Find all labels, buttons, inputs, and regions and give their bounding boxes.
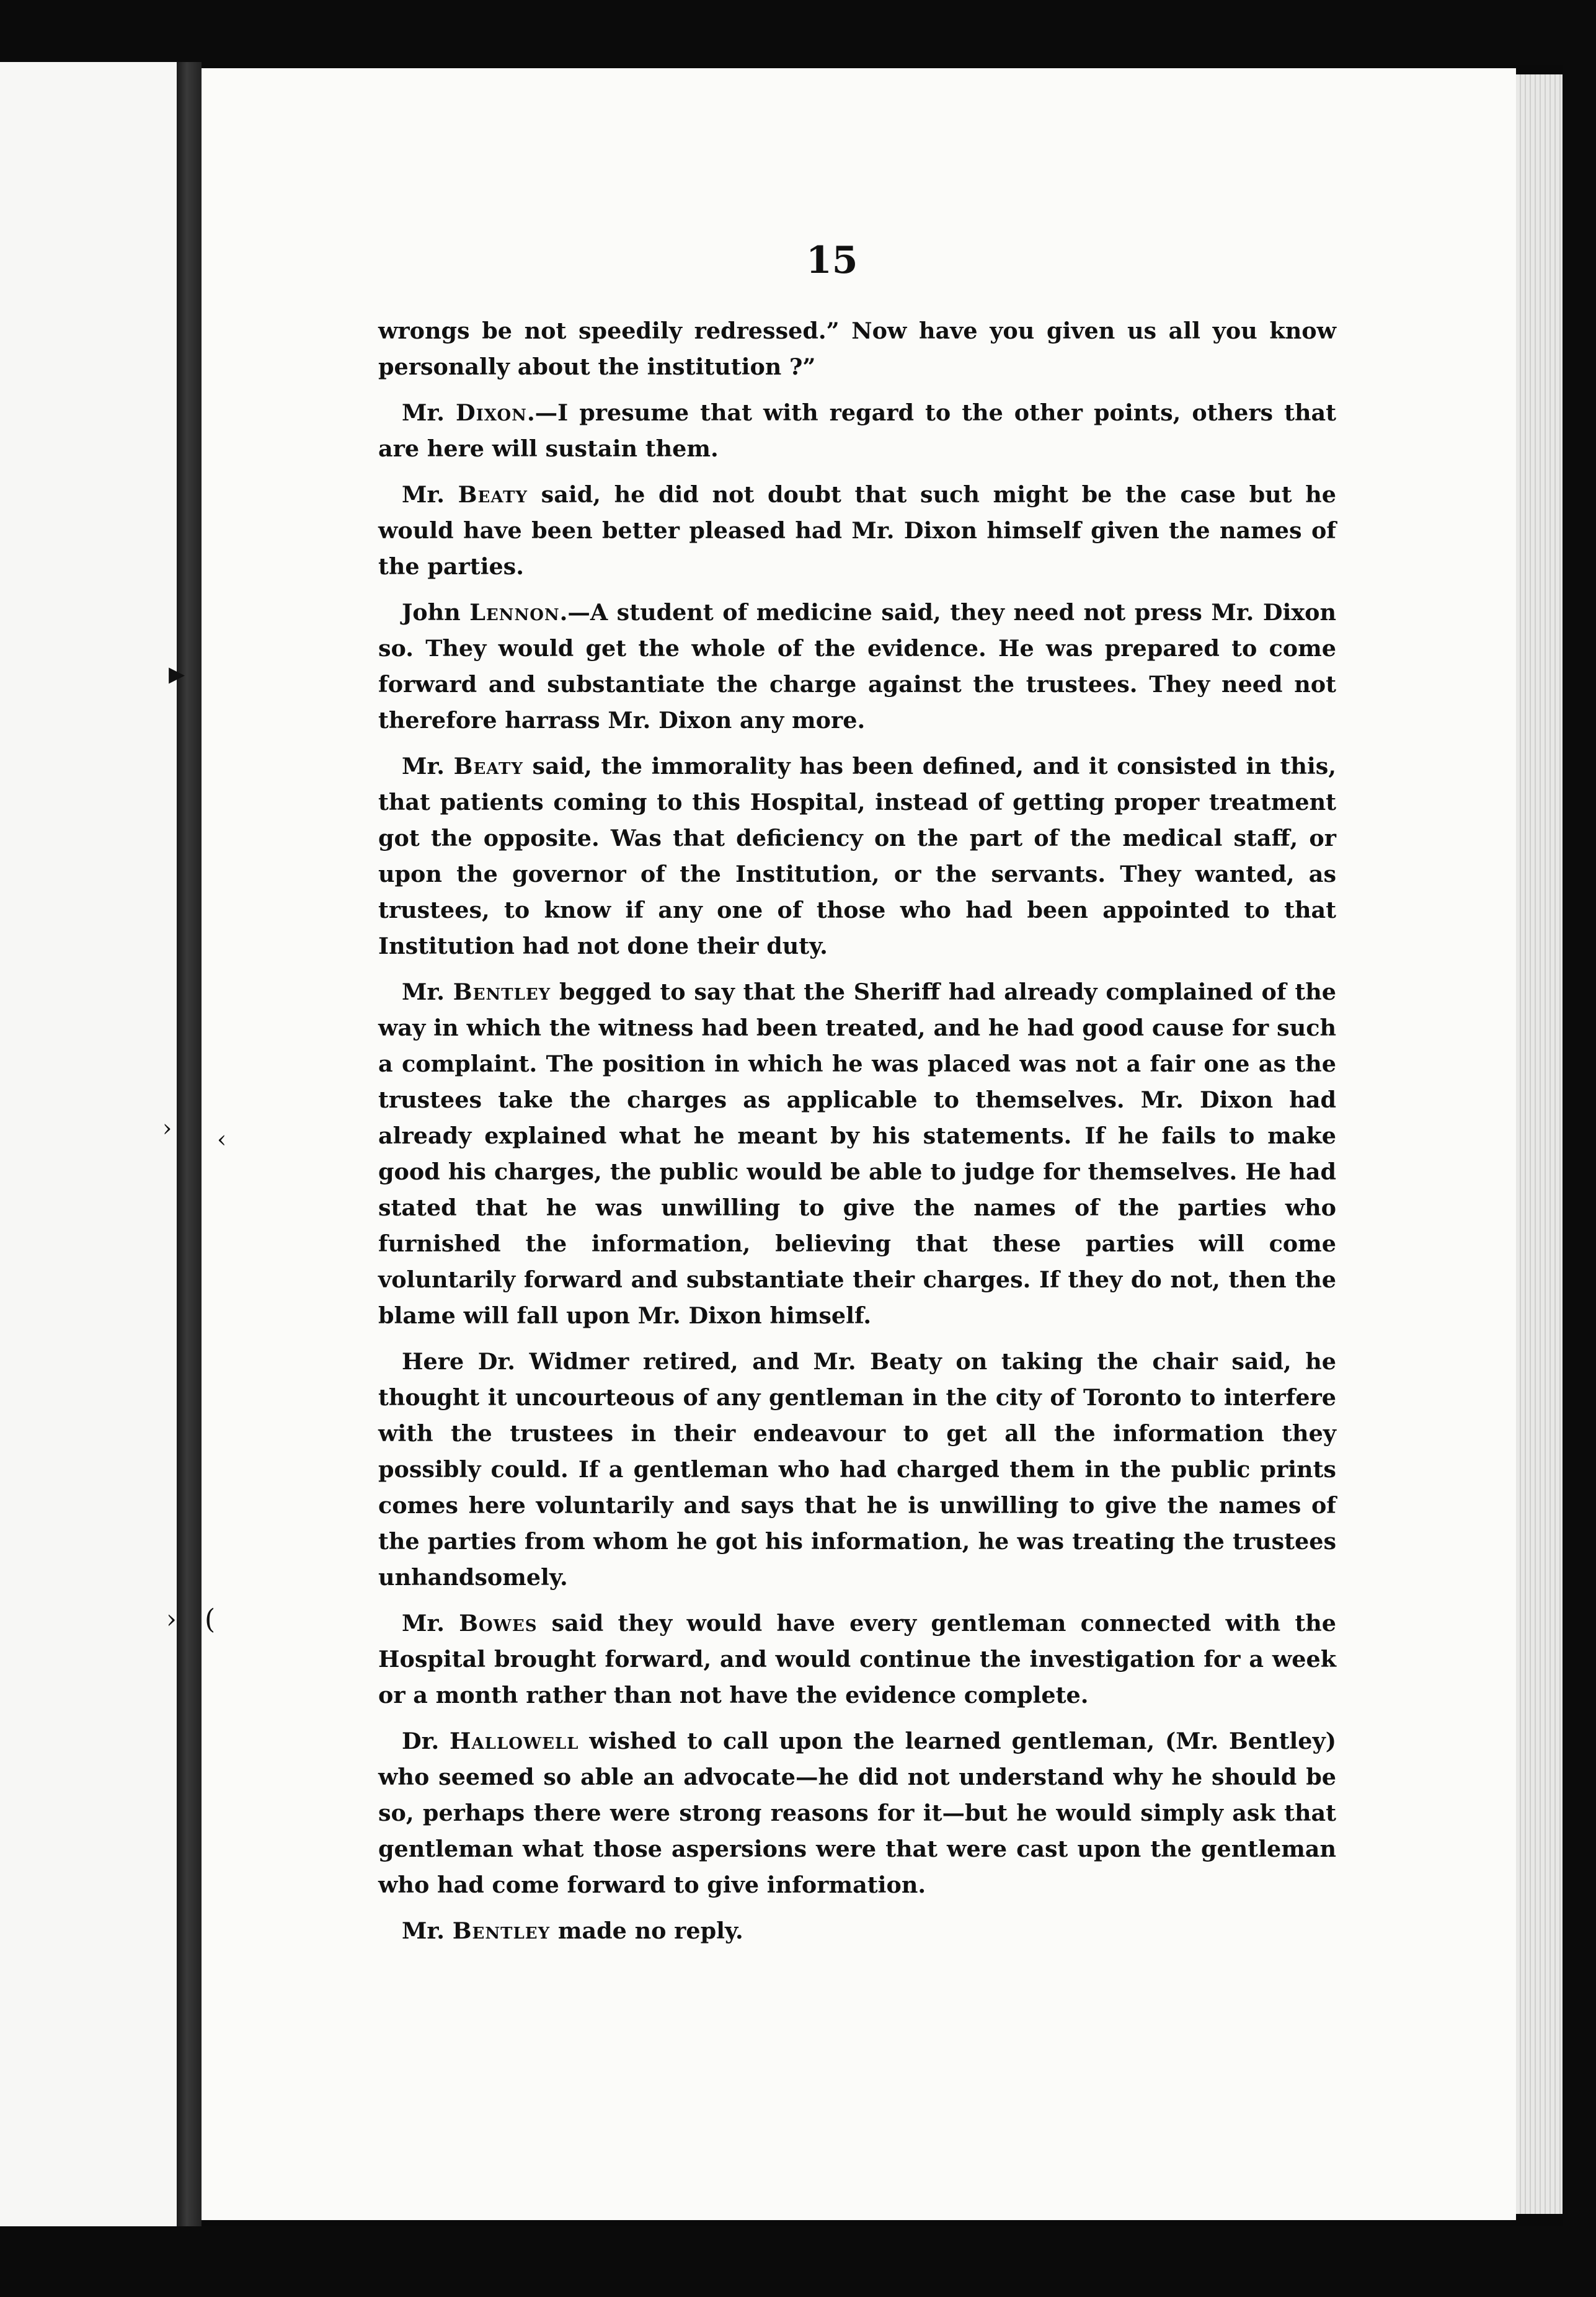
speaker-name: Lennon (469, 599, 560, 626)
paragraph: wrongs be not speedily redressed.” Now have you given us all you know personally about the institution ?” (378, 318, 1336, 380)
book-gutter (177, 62, 202, 2229)
paragraph: Dr. Hallowell wished to call upon the learned gentleman, (Mr. Bentley) who seemed so able an advocate—he did not understand why he should be so, perhaps there were strong reasons for it—but he would simply ask that gentleman what those aspersions were that were cast upon the gentleman who had come forward to give information. (378, 1728, 1336, 1898)
paragraph: Mr. Beaty said, the immorality has been defined, and it consisted in this, that patients coming to this Hospital, instead of getting proper treatment got the opposite. Was that deficiency on the part of the medical staff, or upon the governor of the Institution, or the servants. They wanted, as trustees, to know if any one of those who had been appointed to that Institution had not done their duty. (378, 753, 1337, 959)
speaker-name: Bentley (452, 1917, 551, 1944)
paragraph: Mr. Bowes said they would have every gentleman connected with the Hospital brought forward, and would continue the investigation for a week or a month rather than not have the evidence complete. (378, 1610, 1337, 1708)
body-text (378, 313, 1336, 1959)
facing-page (0, 62, 177, 2229)
margin-mark: ( (205, 1604, 216, 1635)
speaker-name: Beaty (458, 481, 528, 508)
page-edges (1516, 74, 1563, 2214)
paragraph: John Lennon.—A student of medicine said, they need not press Mr. Dixon so. They would get the whole of the evidence. He was prepared to come forward and substantiate the charge against the trustees. They need not therefore harrass Mr. Dixon any more. (378, 599, 1337, 734)
speaker-name: Hallowell (450, 1728, 579, 1754)
scan-border-right (1563, 62, 1596, 2229)
margin-mark: ▸ (169, 655, 185, 692)
speaker-name: Bentley (453, 979, 551, 1005)
margin-mark: › (166, 1604, 177, 1634)
speaker-name: Beaty (453, 753, 523, 780)
paragraph: Mr. Bentley begged to say that the Sheriff had already complained of the way in which the witness had been treated, and he had good cause for such a complaint. The position in which he was placed was not a fair one as the trustees take the charges as applicable to themselves. Mr. Dixon had already explained what he meant by his statements. If he fails to make good his charges, the public would be able to judge for themselves. He had stated that he was unwilling to give the names of the parties who furnished the information, believing that these parties will come voluntarily forward and substantiate their charges. If they do not, then the blame will fall upon Mr. Dixon himself. (378, 979, 1336, 1329)
paragraph: Mr. Beaty said, he did not doubt that such might be the case but he would have been better pleased had Mr. Dixon himself given the names of the parties. (378, 481, 1336, 580)
scan-border-bottom (0, 2226, 1596, 2297)
speaker-name: Dixon (455, 399, 527, 426)
page-number: 15 (806, 239, 858, 282)
margin-mark: › (162, 1114, 172, 1142)
paragraph: Mr. Bentley made no reply. (402, 1917, 743, 1944)
paragraph: Here Dr. Widmer retired, and Mr. Beaty on taking the chair said, he thought it uncourteous of any gentleman in the city of Toronto to interfere with the trustees in their endeavour to get all the information they possibly could. If a gentleman who had charged them in the public prints comes here voluntarily and says that he is unwilling to give the names of the parties from whom he got his information, he was treating the trustees unhandsomely. (378, 1348, 1336, 1591)
scan-border-top (0, 0, 1596, 65)
margin-mark: ‹ (217, 1126, 227, 1153)
paragraph: Mr. Dixon.—I presume that with regard to the other points, others that are here will sustain them. (378, 399, 1336, 462)
speaker-name: Bowes (459, 1610, 538, 1637)
